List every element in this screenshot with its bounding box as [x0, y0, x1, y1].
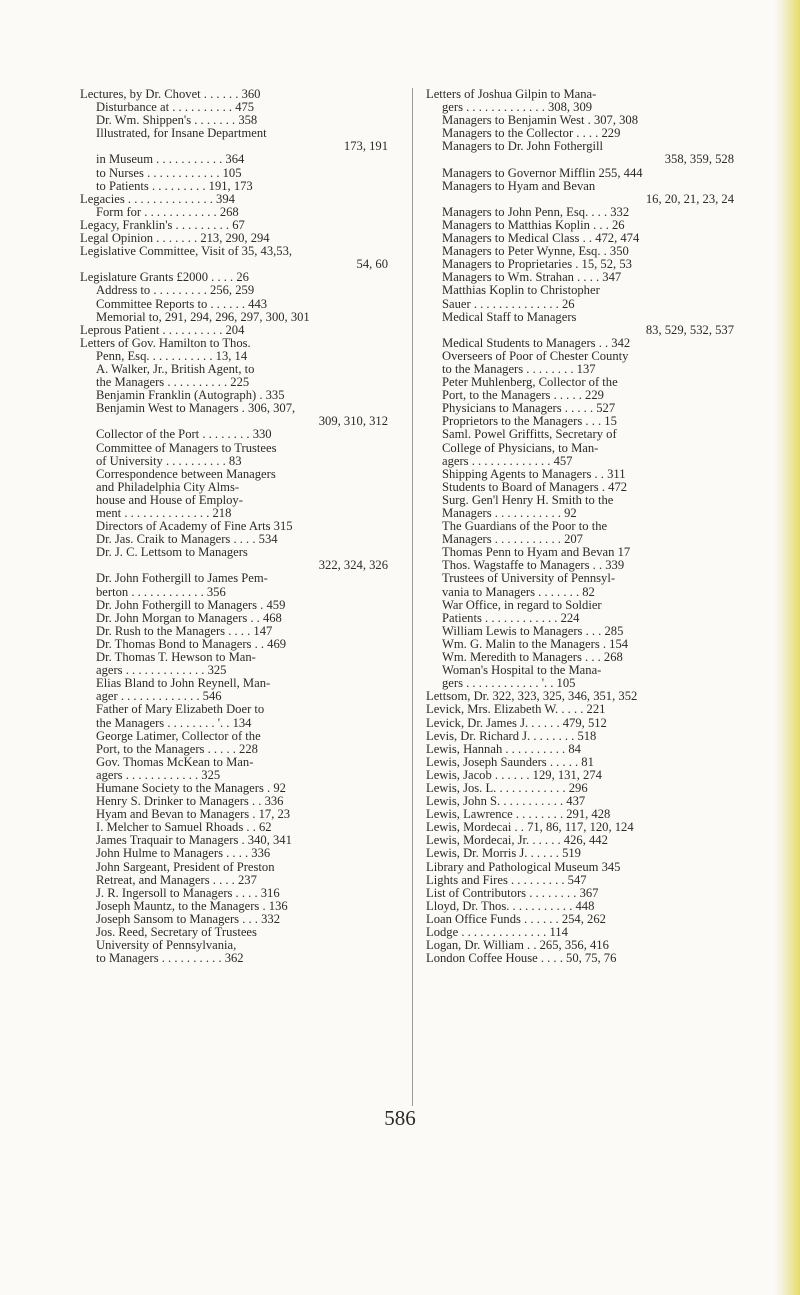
index-entry: Managers to Peter Wynne, Esq. . 350 — [442, 245, 629, 259]
index-entry: Wm. G. Malin to the Managers . 154 — [442, 637, 629, 651]
index-entry: Managers to Proprietaries . 15, 52, 53 — [442, 258, 632, 272]
index-entry: Managers . . . . . . . . . . . 207 — [442, 533, 583, 547]
index-entry: 173, 191 — [343, 140, 388, 154]
index-entry: Lewis, Jos. L. . . . . . . . . . . . 296 — [426, 781, 588, 795]
index-entry: Address to . . . . . . . . . 256, 259 — [96, 284, 255, 298]
index-entry: Legacies . . . . . . . . . . . . . . 394 — [80, 192, 235, 206]
index-entry: Port, to the Managers . . . . . 229 — [442, 389, 604, 403]
index-entry: Physicians to Managers . . . . . 527 — [442, 402, 616, 416]
index-entry: Joseph Sansom to Managers . . . 332 — [96, 912, 280, 926]
index-entry: Hyam and Bevan to Managers . 17, 23 — [96, 808, 291, 822]
index-entry: Lettsom, Dr. 322, 323, 325, 346, 351, 352 — [426, 690, 638, 704]
index-entry: Managers to Hyam and Bevan — [442, 179, 596, 193]
index-entry: The Guardians of the Poor to the — [442, 520, 608, 534]
index-entry: to the Managers . . . . . . . . 137 — [442, 362, 596, 376]
index-entry: Illustrated, for Insane Department — [96, 127, 267, 141]
index-entry: gers . . . . . . . . . . . . '. . 105 — [442, 677, 576, 691]
index-entry: Letters of Joshua Gilpin to Mana- — [426, 88, 597, 101]
index-entry: 358, 359, 528 — [664, 153, 734, 167]
index-entry: William Lewis to Managers . . . 285 — [442, 624, 624, 638]
index-entry: I. Melcher to Samuel Rhoads . . 62 — [96, 821, 272, 835]
index-entry: George Latimer, Collector of the — [96, 729, 261, 743]
index-entry: in Museum . . . . . . . . . . . 364 — [96, 153, 245, 167]
index-entry: Students to Board of Managers . 472 — [442, 480, 628, 494]
index-entry: Elias Bland to John Reynell, Man- — [96, 677, 271, 691]
index-entry: Thomas Penn to Hyam and Bevan 17 — [442, 546, 631, 560]
index-entry: Committee of Managers to Trustees — [96, 441, 277, 455]
index-entry: Benjamin Franklin (Autograph) . 335 — [96, 389, 285, 403]
index-entry: to Nurses . . . . . . . . . . . . 105 — [96, 166, 242, 180]
index-entry: Form for . . . . . . . . . . . . 268 — [96, 205, 239, 219]
index-entry: vania to Managers . . . . . . . 82 — [442, 585, 595, 599]
index-entry: Lewis, Lawrence . . . . . . . . 291, 428 — [426, 808, 611, 822]
index-entry: agers . . . . . . . . . . . . 325 — [96, 768, 221, 782]
index-entry: Lewis, Hannah . . . . . . . . . . 84 — [426, 742, 581, 756]
index-entry: and Philadelphia City Alms- — [96, 480, 240, 494]
index-entry: 16, 20, 21, 23, 24 — [645, 192, 734, 206]
index-entry: Humane Society to the Managers . 92 — [96, 781, 286, 795]
index-entry: Dr. J. C. Lettsom to Managers — [96, 546, 248, 560]
index-entry: Collector of the Port . . . . . . . . 330 — [96, 428, 272, 442]
index-entry: Disturbance at . . . . . . . . . . 475 — [96, 101, 255, 115]
index-entry: Medical Staff to Managers — [442, 310, 577, 324]
index-entry: Trustees of University of Pennsyl- — [442, 572, 616, 586]
index-entry: ment . . . . . . . . . . . . . . 218 — [96, 507, 232, 520]
index-entry: Loan Office Funds . . . . . . 254, 262 — [426, 912, 606, 926]
index-entry: 322, 324, 326 — [318, 559, 388, 573]
index-entry: Managers to Governor Mifflin 255, 444 — [442, 166, 643, 180]
index-entry: Saml. Powel Griffitts, Secretary of — [442, 428, 617, 442]
index-entry: Wm. Meredith to Managers . . . 268 — [442, 651, 623, 665]
index-entry: Lectures, by Dr. Chovet . . . . . . 360 — [80, 88, 261, 101]
index-entry: Surg. Gen'l Henry H. Smith to the — [442, 493, 614, 507]
index-entry: Levick, Mrs. Elizabeth W. . . . . 221 — [426, 703, 606, 717]
index-entry: of University . . . . . . . . . . 83 — [96, 454, 242, 468]
index-entry: Memorial to, 291, 294, 296, 297, 300, 301 — [96, 310, 310, 324]
index-column-left — [80, 88, 390, 965]
index-entry: agers . . . . . . . . . . . . . 457 — [442, 454, 573, 468]
index-entry: house and House of Employ- — [96, 493, 243, 507]
column-divider — [412, 88, 413, 1106]
index-entry: Committee Reports to . . . . . . 443 — [96, 297, 268, 311]
index-entry: to Patients . . . . . . . . . 191, 173 — [96, 179, 253, 193]
index-entry: Letters of Gov. Hamilton to Thos. — [80, 336, 251, 350]
index-entry: University of Pennsylvania, — [96, 939, 237, 953]
index-entry: the Managers . . . . . . . . '. . 134 — [96, 716, 252, 730]
index-column-right — [426, 88, 736, 965]
index-entry: Library and Pathological Museum 345 — [426, 860, 621, 874]
index-entry: Joseph Mauntz, to the Managers . 136 — [96, 899, 288, 913]
index-entry: List of Contributors . . . . . . . . 367 — [426, 886, 599, 900]
index-entry: Managers to Matthias Koplin . . . 26 — [442, 218, 625, 232]
index-entry: Father of Mary Elizabeth Doer to — [96, 703, 265, 717]
index-entry: Lewis, Dr. Morris J. . . . . . 519 — [426, 847, 581, 861]
index-entry: the Managers . . . . . . . . . . 225 — [96, 376, 250, 390]
index-entry: Managers to Dr. John Fothergill — [442, 140, 604, 154]
index-entry: Thos. Wagstaffe to Managers . . 339 — [442, 559, 625, 573]
index-entry: Managers to Benjamin West . 307, 308 — [442, 114, 639, 128]
index-entry: Peter Muhlenberg, Collector of the — [442, 376, 618, 390]
index-entry: Legal Opinion . . . . . . . 213, 290, 294 — [80, 232, 270, 246]
index-entry: Managers to Medical Class . . 472, 474 — [442, 232, 640, 246]
index-entry: Legacy, Franklin's . . . . . . . . . 67 — [80, 218, 245, 232]
index-entry: Dr. Wm. Shippen's . . . . . . . 358 — [96, 114, 258, 128]
index-entry: Lewis, Mordecai . . 71, 86, 117, 120, 124 — [426, 821, 634, 835]
index-entry: berton . . . . . . . . . . . . 356 — [96, 585, 226, 599]
index-entry: 54, 60 — [356, 258, 388, 272]
index-entry: Dr. Rush to the Managers . . . . 147 — [96, 624, 273, 638]
index-entry: Dr. Jas. Craik to Managers . . . . 534 — [96, 533, 278, 547]
index-entry: Lights and Fires . . . . . . . . . 547 — [426, 873, 587, 887]
index-entry: Port, to the Managers . . . . . 228 — [96, 742, 258, 756]
index-entry: Lewis, Joseph Saunders . . . . . 81 — [426, 755, 594, 769]
index-entry: Henry S. Drinker to Managers . . 336 — [96, 795, 284, 809]
index-entry: Managers . . . . . . . . . . . 92 — [442, 507, 577, 520]
index-entry: Dr. John Fothergill to Managers . 459 — [96, 598, 286, 612]
index-entry: Logan, Dr. William . . 265, 356, 416 — [426, 939, 609, 953]
index-entry: Sauer . . . . . . . . . . . . . . 26 — [442, 297, 575, 311]
index-entry: Dr. Thomas T. Hewson to Man- — [96, 651, 256, 665]
index-entry: College of Physicians, to Man- — [442, 441, 599, 455]
index-entry: Levick, Dr. James J. . . . . . 479, 512 — [426, 716, 607, 730]
index-entry: 309, 310, 312 — [318, 415, 388, 429]
index-entry: Lodge . . . . . . . . . . . . . . 114 — [426, 926, 568, 939]
index-entry: Levis, Dr. Richard J. . . . . . . . 518 — [426, 729, 597, 743]
index-entry: Correspondence between Managers — [96, 467, 276, 481]
index-entry: Legislative Committee, Visit of 35, 43,53, — [80, 245, 293, 259]
index-entry: J. R. Ingersoll to Managers . . . . 316 — [96, 886, 280, 900]
index-entry: War Office, in regard to Soldier — [442, 598, 602, 612]
index-entry: Penn, Esq. . . . . . . . . . . 13, 14 — [96, 349, 248, 363]
index-entry: 83, 529, 532, 537 — [645, 323, 734, 337]
index-entry: Dr. John Morgan to Managers . . 468 — [96, 611, 282, 625]
index-entry: Patients . . . . . . . . . . . . 224 — [442, 611, 580, 625]
index-entry: Managers to the Collector . . . . 229 — [442, 127, 621, 141]
index-entry: Directors of Academy of Fine Arts 315 — [96, 520, 293, 534]
index-entry: Legislature Grants £2000 . . . . 26 — [80, 271, 249, 285]
index-entry: Jos. Reed, Secretary of Trustees — [96, 926, 257, 939]
index-entry: Managers to Wm. Strahan . . . . 347 — [442, 271, 622, 285]
index-entry: Proprietors to the Managers . . . 15 — [442, 415, 617, 429]
index-entry: London Coffee House . . . . 50, 75, 76 — [426, 952, 617, 966]
index-entry: A. Walker, Jr., British Agent, to — [96, 362, 255, 376]
index-entry: Lewis, Jacob . . . . . . 129, 131, 274 — [426, 768, 602, 782]
index-entry: John Hulme to Managers . . . . 336 — [96, 847, 271, 861]
index-entry: Retreat, and Managers . . . . 237 — [96, 873, 257, 887]
index-entry: Lewis, John S. . . . . . . . . . . 437 — [426, 795, 586, 809]
index-entry: Gov. Thomas McKean to Man- — [96, 755, 254, 769]
index-entry: gers . . . . . . . . . . . . . 308, 309 — [442, 101, 593, 115]
index-entry: Dr. Thomas Bond to Managers . . 469 — [96, 637, 287, 651]
index-entry: Overseers of Poor of Chester County — [442, 349, 629, 363]
page-number: 586 — [384, 1106, 416, 1130]
index-entry: Leprous Patient . . . . . . . . . . 204 — [80, 323, 245, 337]
index-entry: Matthias Koplin to Christopher — [442, 284, 600, 298]
index-entry: Medical Students to Managers . . 342 — [442, 336, 631, 350]
index-entry: Lloyd, Dr. Thos. . . . . . . . . . . 448 — [426, 899, 595, 913]
index-entry: to Managers . . . . . . . . . . 362 — [96, 952, 244, 966]
index-entry: Dr. John Fothergill to James Pem- — [96, 572, 268, 586]
index-entry: agers . . . . . . . . . . . . . 325 — [96, 664, 227, 678]
index-entry: Woman's Hospital to the Mana- — [442, 664, 602, 678]
index-entry: James Traquair to Managers . 340, 341 — [96, 834, 292, 848]
index-entry: Shipping Agents to Managers . . 311 — [442, 467, 626, 481]
index-entry: ager . . . . . . . . . . . . . 546 — [96, 690, 222, 704]
index-entry: Managers to John Penn, Esq. . . . 332 — [442, 205, 630, 219]
index-entry: Lewis, Mordecai, Jr. . . . . . 426, 442 — [426, 834, 608, 848]
index-entry: Benjamin West to Managers . 306, 307, — [96, 402, 296, 416]
page-edge — [774, 0, 800, 1295]
index-entry: John Sargeant, President of Preston — [96, 860, 275, 874]
